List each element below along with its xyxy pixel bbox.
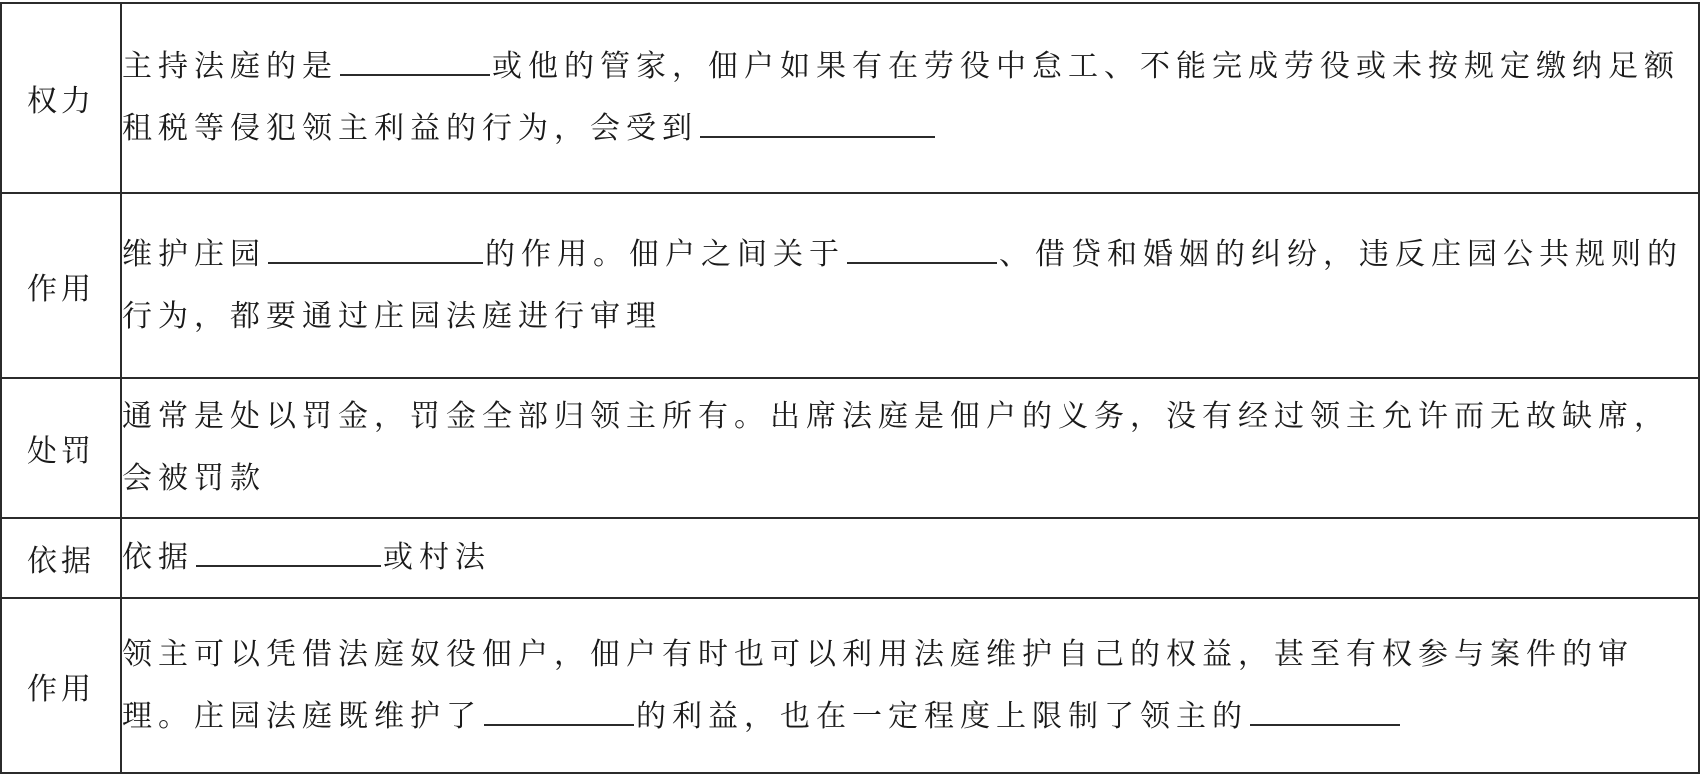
fill-blank[interactable] [847,232,997,264]
manor-court-table [0,2,1700,774]
row-content [121,518,1699,598]
fill-blank[interactable] [700,106,935,138]
table-row-penalty [1,378,1699,518]
text-segment: 维护庄园 [122,236,266,272]
row-content [121,193,1699,378]
text-segment: 或村法 [383,540,491,575]
row-label: 权力 [1,3,121,193]
table-row-function [1,193,1699,378]
row-content [121,378,1699,518]
text-segment: 或他的管家，佃户如果有在劳役中怠工、不能完成劳役或未按规定缴纳足额租税等侵犯领主利益的行为，会受到 [122,49,1680,146]
text-segment: 的利益，也在一定程度上限制了领主的 [636,698,1248,734]
fill-blank[interactable] [340,44,490,76]
fill-blank[interactable] [484,694,634,726]
row-label: 依据 [1,518,121,598]
row-content [121,598,1699,773]
table-row-power [1,3,1699,193]
fill-blank[interactable] [196,535,381,567]
text-segment: 的作用。佃户之间关于 [485,236,845,272]
row-label: 处罚 [1,378,121,518]
text-segment: 领主可以凭借法庭奴役佃户，佃户有时也可以利用法庭维护自己的权益，甚至有权参与案件的审理。庄园法庭既维护了 [122,636,1634,734]
text-segment: 主持法庭的是 [122,49,338,84]
row-content [121,3,1699,193]
fill-blank[interactable] [1250,694,1400,726]
row-label: 作用 [1,598,121,773]
table-row-basis [1,518,1699,598]
text-segment: 通常是处以罚金，罚金全部归领主所有。出席法庭是佃户的义务，没有经过领主允许而无故缺席，会被罚款 [122,399,1670,496]
table-row-function-2 [1,598,1699,773]
fill-blank[interactable] [268,232,483,264]
text-segment: 依据 [122,540,194,575]
text-segment: 、借贷和婚姻的纠纷，违反庄园公共规则的行为，都要通过庄园法庭进行审理 [122,236,1683,334]
row-label: 作用 [1,193,121,378]
